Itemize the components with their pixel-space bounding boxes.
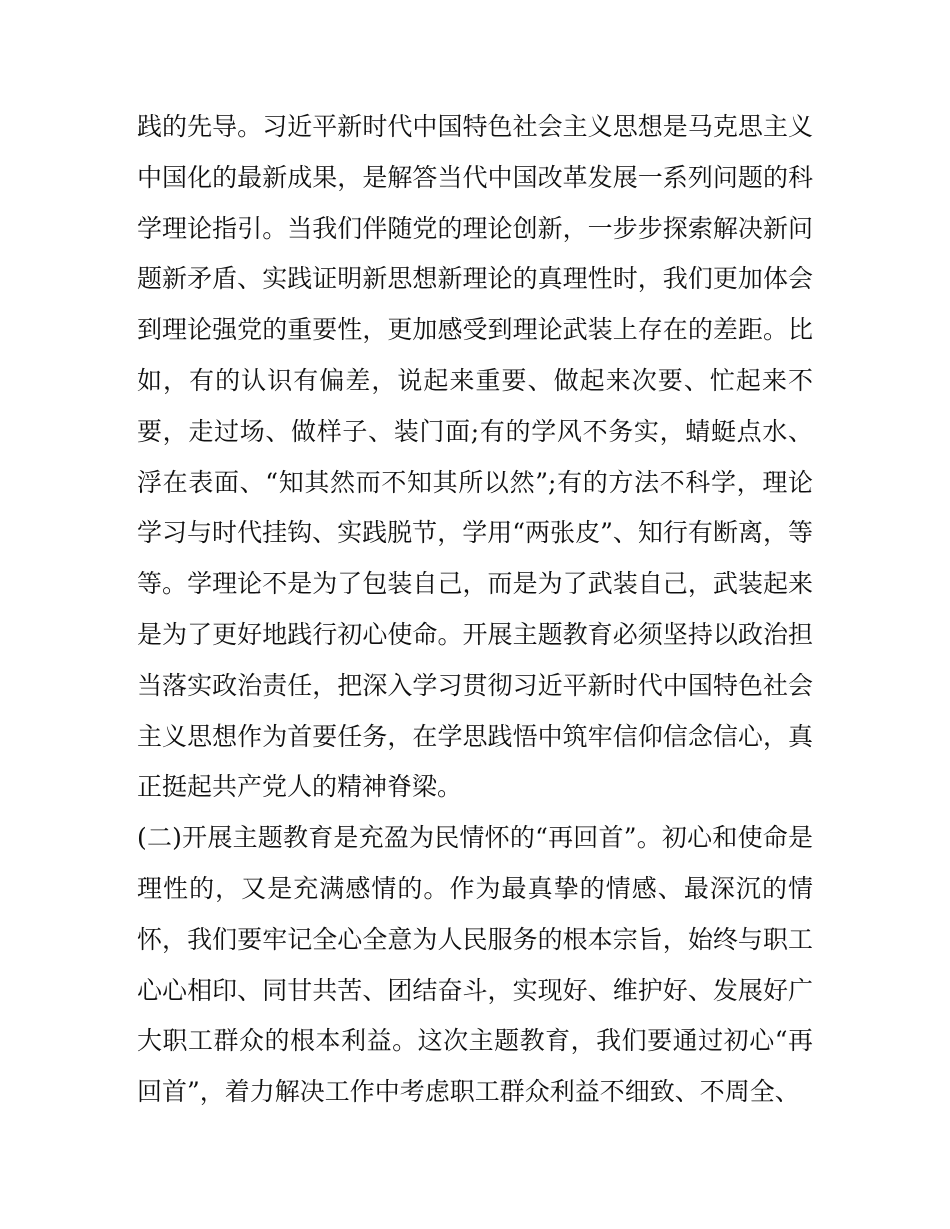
paragraph-section-two: (二)开展主题教育是充盈为民情怀的“再回首”。初心和使命是理性的，又是充满感情的。作为最真挚的情感、最深沉的情怀，我们要牢记全心全意为人民服务的根本宗旨，始终与职工心心相印、同甘共苦、团结奋斗，实现好、维护好、发展好广大职工群众的根本利益。这次主题教育，我们要通过初心“再回首”，着力解决工作中考虑职工群众利益不细致、不周全、 <box>137 823 813 1107</box>
paragraph-theory-guidance: 践的先导。习近平新时代中国特色社会主义思想是马克思主义中国化的最新成果，是解答当代中国改革发展一系列问题的科学理论指引。当我们伴随党的理论创新，一步步探索解决新问题新矛盾、实践证明新思想新理论的真理性时，我们更加体会到理论强党的重要性，更加感受到理论武装上存在的差距。比如，有的认识有偏差，说起来重要、做起来次要、忙起来不要，走过场、做样子、装门面;有的学风不务实，蜻蜓点水、浮在表面、“知其然而不知其所以然”;有的方法不科学，理论学习与时代挂钩、实践脱节，学用“两张皮”、知行有断离，等等。学理论不是为了包装自己，而是为了武装自己，武装起来是为了更好地践行初心使命。开展主题教育必须坚持以政治担当落实政治责任，把深入学习贯彻习近平新时代中国特色社会主义思想作为首要任务，在学思践悟中筑牢信仰信念信心，真正挺起共产党人的精神脊梁。 <box>137 112 813 802</box>
document-page <box>137 102 813 1118</box>
